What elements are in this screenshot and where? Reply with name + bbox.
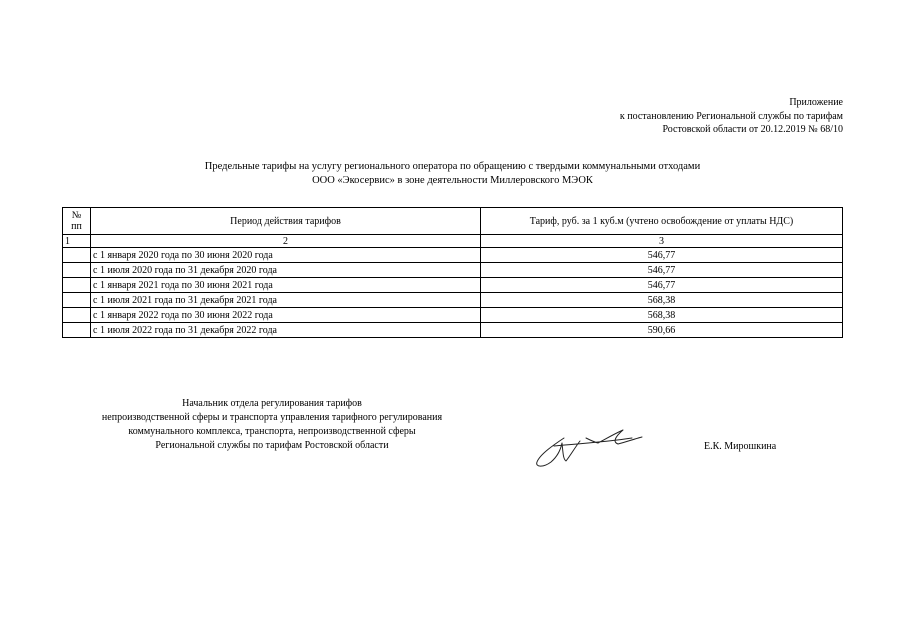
table-row [63,293,843,308]
table-row [63,263,843,278]
tariff-value-cell: 568,38 [481,308,843,323]
header-number [63,208,91,235]
row-number-cell [63,263,91,278]
signer-position-line-4: Региональной службы по тарифам Ростовской области [155,440,389,451]
header-tariff: Тариф, руб. за 1 куб.м (учтено освобождение от уплаты НДС) [481,208,843,235]
table-row [63,278,843,293]
signer-position [52,397,492,453]
signer-position-line-3: коммунального комплекса, транспорта, непроизводственной сферы [128,426,416,437]
table-row [63,308,843,323]
column-index-row [63,235,843,248]
appendix-line-3: Ростовской области от 20.12.2019 № 68/10 [662,124,843,135]
title-line-1: Предельные тарифы на услугу регионального оператора по обращению с твердыми коммунальными отходами [204,161,701,172]
period-cell: с 1 января 2020 года по 30 июня 2020 года [91,248,481,263]
row-number-cell [63,248,91,263]
column-index-3: 3 [481,235,843,248]
table-row [63,248,843,263]
header-period: Период действия тарифов [91,208,481,235]
tariff-value-cell: 546,77 [481,263,843,278]
table-header-row [63,208,843,235]
document-title [0,160,905,188]
period-cell: с 1 июля 2021 года по 31 декабря 2021 года [91,293,481,308]
signer-position-line-1: Начальник отдела регулирования тарифов [182,398,362,409]
column-index-2: 2 [91,235,481,248]
table-row [63,323,843,338]
tariff-value-cell: 568,38 [481,293,843,308]
title-line-2: ООО «Экосервис» в зоне деятельности Миллеровского МЭОК [312,175,593,186]
header-number-line-1: № [71,210,82,221]
period-cell: с 1 января 2021 года по 30 июня 2021 года [91,278,481,293]
appendix-line-1: Приложение [789,97,843,108]
period-cell: с 1 января 2022 года по 30 июня 2022 года [91,308,481,323]
tariff-value-cell: 546,77 [481,278,843,293]
appendix-line-2: к постановлению Региональной службы по тарифам [619,110,843,122]
period-cell: с 1 июля 2020 года по 31 декабря 2020 года [91,263,481,278]
signer-position-line-2: непроизводственной сферы и транспорта управления тарифного регулирования [101,412,443,423]
column-index-1: 1 [63,235,91,248]
appendix-header [620,96,843,137]
signer-name: Е.К. Мирошкина [704,441,777,452]
period-cell: с 1 июля 2022 года по 31 декабря 2022 года [91,323,481,338]
tariff-value-cell: 590,66 [481,323,843,338]
row-number-cell [63,293,91,308]
tariff-value-cell: 546,77 [481,248,843,263]
row-number-cell [63,323,91,338]
tariff-table [62,207,843,338]
row-number-cell [63,278,91,293]
header-number-line-2: пп [71,221,82,232]
handwritten-signature [528,426,646,472]
row-number-cell [63,308,91,323]
